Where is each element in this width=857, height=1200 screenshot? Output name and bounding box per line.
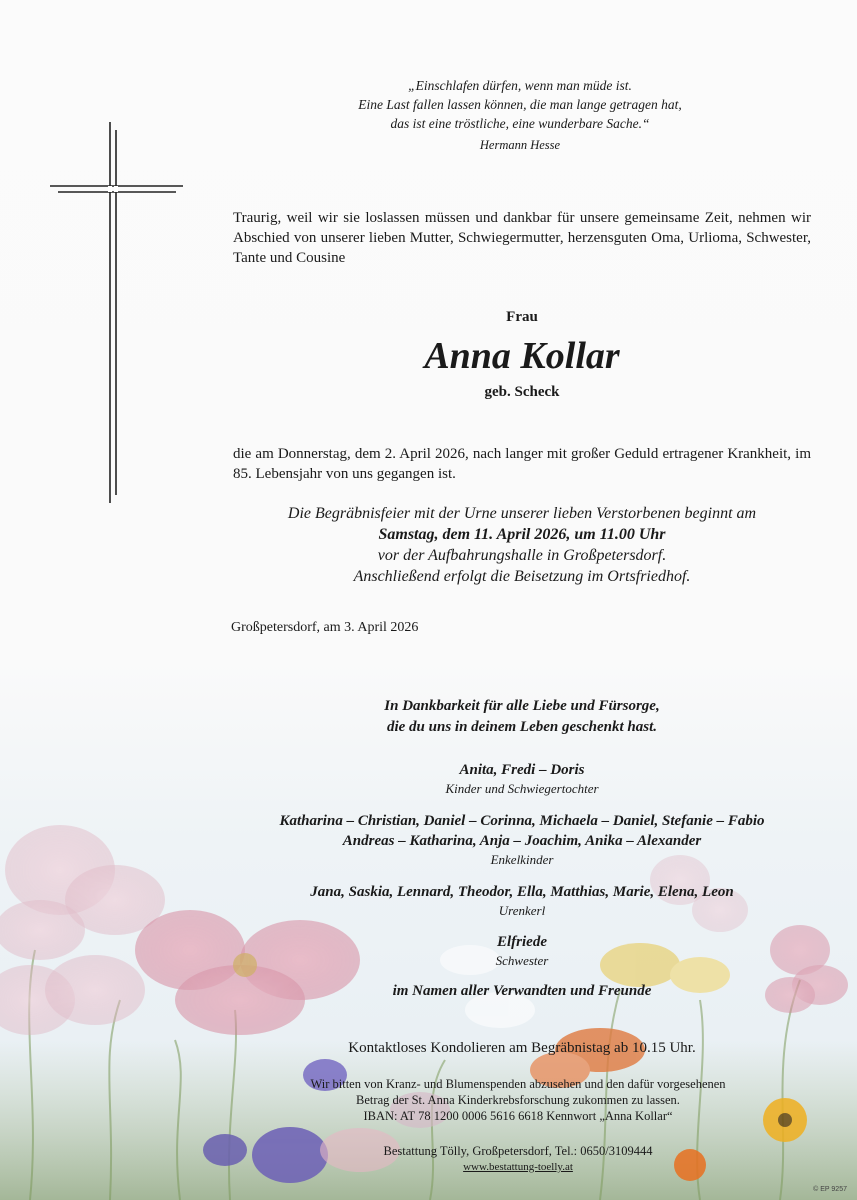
cross-icon <box>48 120 188 505</box>
quote-line: Eine Last fallen lassen können, die man lange getragen hat, <box>358 97 682 112</box>
intro-text: Traurig, weil wir sie loslassen müssen und dankbar für unsere gemeinsame Zeit, nehmen wir Abschied von unserer lieben Mutter, Schwiegermutter, herzensguten Oma, Urlioma, Schwester, Tante und Cousine <box>233 210 811 266</box>
thanks-text <box>233 696 811 738</box>
donation-request <box>200 1076 836 1124</box>
mourner-group <box>233 760 811 798</box>
quote <box>300 76 740 133</box>
funeral-intro: Die Begräbnisfeier mit der Urne unserer lieben Verstorbenen beginnt am <box>287 505 757 522</box>
funeral-date-time: Samstag, dem 11. April 2026, um 11.00 Uhr <box>378 526 666 543</box>
funeral-info <box>233 503 811 587</box>
donation-iban: IBAN: AT 78 1200 0006 5616 6618 Kennwort „Anna Kollar“ <box>363 1109 673 1123</box>
mourner-names: Andreas – Katharina, Anja – Joachim, Anika – Alexander <box>342 833 702 849</box>
mourner-names: Elfriede <box>497 934 547 950</box>
quote-author: Hermann Hesse <box>479 138 561 152</box>
mourner-names: Anita, Fredi – Doris <box>459 762 585 778</box>
mourner-names: Jana, Saskia, Lennard, Theodor, Ella, Matthias, Marie, Elena, Leon <box>310 884 734 900</box>
salutation: Frau <box>506 309 538 325</box>
condolence-note: Kontaktloses Kondolieren am Begräbnistag ab 10.15 Uhr. <box>348 1040 696 1056</box>
print-code: © EP 9257 <box>813 1186 847 1193</box>
mourner-relation: Kinder und Schwiegertochter <box>445 781 599 796</box>
closing-line: im Namen aller Verwandten und Freunde <box>392 983 652 999</box>
thanks-line: die du uns in deinem Leben geschenkt hast. <box>386 719 658 735</box>
funeral-location: vor der Aufbahrungshalle in Großpetersdorf. <box>377 547 667 564</box>
maiden-name: geb. Scheck <box>484 384 560 400</box>
mourner-relation: Enkelkinder <box>490 852 554 867</box>
quote-line: das ist eine tröstliche, eine wunderbare Sache.“ <box>390 116 650 131</box>
mourner-group <box>233 932 811 970</box>
undertaker-info <box>200 1143 836 1175</box>
mourner-names: Katharina – Christian, Daniel – Corinna, Michaela – Daniel, Stefanie – Fabio <box>279 813 765 829</box>
death-notice: die am Donnerstag, dem 2. April 2026, nach langer mit großer Geduld ertragener Krankheit, im 85. Lebensjahr von uns gegangen ist. <box>233 446 811 482</box>
place-date: Großpetersdorf, am 3. April 2026 <box>231 620 419 635</box>
deceased-name: Anna Kollar <box>424 335 620 377</box>
donation-line: Wir bitten von Kranz- und Blumenspenden abzusehen und den dafür vorgesehenen <box>310 1077 726 1091</box>
mourner-group <box>233 811 811 869</box>
thanks-line: In Dankbarkeit für alle Liebe und Fürsorge, <box>384 698 660 714</box>
donation-line: Betrag der St. Anna Kinderkrebsforschung zukommen zu lassen. <box>356 1093 680 1107</box>
undertaker-contact: Bestattung Tölly, Großpetersdorf, Tel.: 0650/3109444 <box>383 1144 653 1158</box>
mourner-relation: Schwester <box>495 953 549 968</box>
burial-info: Anschließend erfolgt die Beisetzung im Ortsfriedhof. <box>353 568 691 585</box>
undertaker-website-link[interactable]: www.bestattung-toelly.at <box>463 1161 573 1173</box>
quote-line: „Einschlafen dürfen, wenn man müde ist. <box>408 78 632 93</box>
mourner-relation: Urenkerl <box>498 903 546 918</box>
mourner-group <box>233 882 811 920</box>
